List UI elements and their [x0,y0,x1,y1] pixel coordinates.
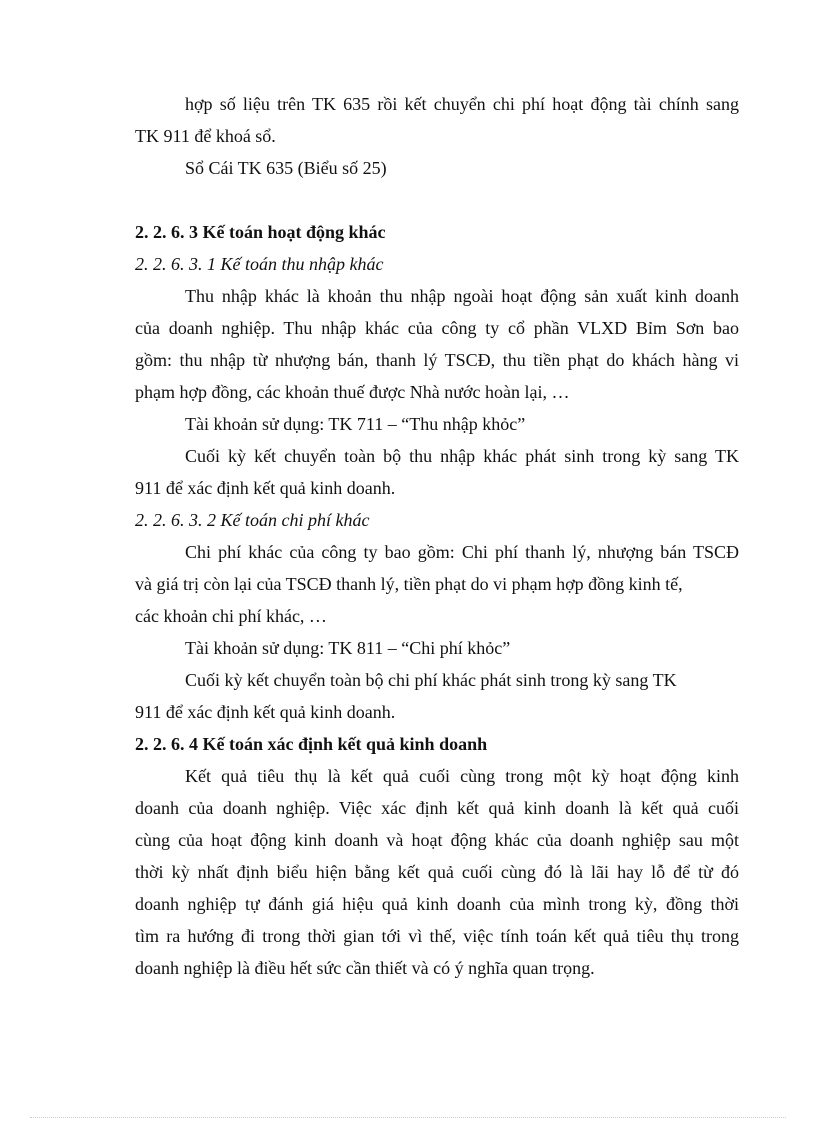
paragraph-line: Cuối kỳ kết chuyển toàn bộ thu nhập khác phát sinh trong kỳ sang TK [185,446,739,466]
paragraph-line: TK 911 để khoá sổ. [135,126,276,146]
paragraph-line: Thu nhập khác là khoản thu nhập ngoài hoạt động sản xuất kinh doanh [185,286,739,306]
section-heading: 2. 2. 6. 4 Kế toán xác định kết quả kinh doanh [135,734,488,754]
paragraph-line: hợp số liệu trên TK 635 rồi kết chuyển chi phí hoạt động tài chính sang [185,94,739,114]
footer-divider [30,1117,786,1118]
paragraph-line: cùng của hoạt động kinh doanh và hoạt động khác của doanh nghiệp sau một [135,830,739,850]
paragraph-line: Chi phí khác của công ty bao gồm: Chi phí thanh lý, nhượng bán TSCĐ [185,542,739,562]
paragraph-line: Sổ Cái TK 635 (Biểu số 25) [185,158,387,178]
section-heading: 2. 2. 6. 3 Kế toán hoạt động khác [135,222,386,242]
paragraph-line: doanh của doanh nghiệp. Việc xác định kết quả kinh doanh là kết quả cuối [135,798,739,818]
paragraph-line: doanh nghiệp là điều hết sức cần thiết và có ý nghĩa quan trọng. [135,958,595,978]
paragraph-line: Cuối kỳ kết chuyển toàn bộ chi phí khác phát sinh trong kỳ sang TK [185,670,677,690]
paragraph-line: thời kỳ nhất định biểu hiện bằng kết quả cuối cùng đó là lãi hay lỗ để từ đó [135,862,739,882]
paragraph-line: 911 để xác định kết quả kinh doanh. [135,478,396,498]
paragraph-line: gồm: thu nhập từ nhượng bán, thanh lý TSCĐ, thu tiền phạt do khách hàng vi [135,350,739,370]
subsection-heading: 2. 2. 6. 3. 1 Kế toán thu nhập khác [135,254,384,274]
paragraph-line: các khoản chi phí khác, … [135,606,327,626]
paragraph-line: của doanh nghiệp. Thu nhập khác của công ty cổ phần VLXD Bỉm Sơn bao [135,318,739,338]
paragraph-line: phạm hợp đồng, các khoản thuế được Nhà nước hoàn lại, … [135,382,570,402]
blank-line [135,184,739,216]
paragraph-line: tìm ra hướng đi trong thời gian tới vì thế, việc tính toán kết quả tiêu thụ trong [135,926,739,946]
document-page [135,88,739,984]
paragraph-line: Tài khoản sử dụng: TK 711 – “Thu nhập khỏc” [185,414,526,434]
paragraph-line: Tài khoản sử dụng: TK 811 – “Chi phí khỏc” [185,638,511,658]
subsection-heading: 2. 2. 6. 3. 2 Kế toán chi phí khác [135,510,370,530]
paragraph-line: Kết quả tiêu thụ là kết quả cuối cùng trong một kỳ hoạt động kinh [185,766,739,786]
paragraph-line: doanh nghiệp tự đánh giá hiệu quả kinh doanh của mình trong kỳ, đồng thời [135,894,739,914]
paragraph-line: 911 để xác định kết quả kinh doanh. [135,702,396,722]
paragraph-line: và giá trị còn lại của TSCĐ thanh lý, tiền phạt do vi phạm hợp đồng kinh tế, [135,574,683,594]
